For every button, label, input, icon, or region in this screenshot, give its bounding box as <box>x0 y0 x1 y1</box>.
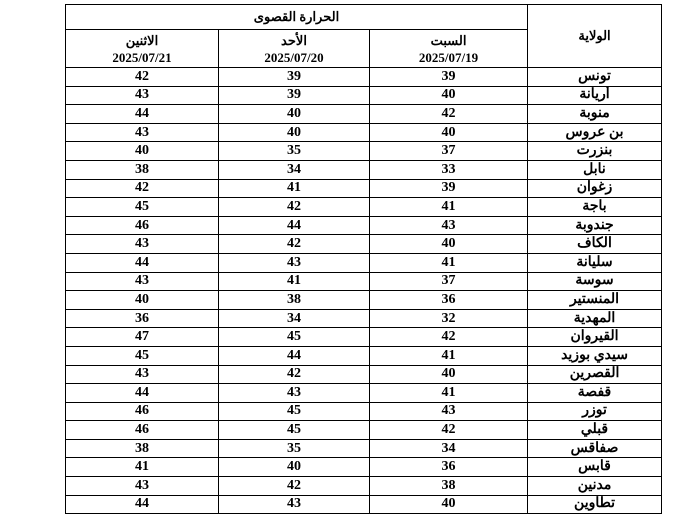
state-name: القصرين <box>528 365 662 384</box>
table-row <box>66 142 662 161</box>
value-sunday: 42 <box>219 235 370 254</box>
value-sunday: 42 <box>219 477 370 496</box>
table-row <box>66 384 662 403</box>
state-name: مدنين <box>528 477 662 496</box>
value-monday: 43 <box>66 86 219 105</box>
value-monday: 46 <box>66 402 219 421</box>
value-monday: 44 <box>66 495 219 514</box>
table-row <box>66 253 662 272</box>
state-name: توزر <box>528 402 662 421</box>
value-monday: 42 <box>66 179 219 198</box>
value-monday: 45 <box>66 346 219 365</box>
table-row <box>66 272 662 291</box>
state-name: المنستير <box>528 291 662 310</box>
table-row <box>66 477 662 496</box>
group-title: الحرارة القصوى <box>66 5 528 30</box>
value-monday: 41 <box>66 458 219 477</box>
table-row <box>66 105 662 124</box>
value-sunday: 44 <box>219 346 370 365</box>
value-saturday: 41 <box>370 384 528 403</box>
table-row <box>66 86 662 105</box>
day-name: السبت <box>430 32 467 48</box>
value-monday: 43 <box>66 123 219 142</box>
value-saturday: 37 <box>370 142 528 161</box>
value-sunday: 43 <box>219 384 370 403</box>
value-monday: 44 <box>66 105 219 124</box>
table-row <box>66 421 662 440</box>
value-saturday: 33 <box>370 160 528 179</box>
table-row <box>66 291 662 310</box>
value-saturday: 40 <box>370 495 528 514</box>
table-row <box>66 68 662 87</box>
value-sunday: 43 <box>219 253 370 272</box>
table-body <box>66 68 662 514</box>
value-saturday: 43 <box>370 402 528 421</box>
value-sunday: 38 <box>219 291 370 310</box>
value-saturday: 36 <box>370 458 528 477</box>
value-saturday: 40 <box>370 235 528 254</box>
value-sunday: 45 <box>219 402 370 421</box>
value-saturday: 43 <box>370 216 528 235</box>
value-monday: 43 <box>66 235 219 254</box>
state-name: تطاوين <box>528 495 662 514</box>
value-monday: 46 <box>66 216 219 235</box>
value-saturday: 40 <box>370 86 528 105</box>
day-header-saturday <box>370 30 528 68</box>
value-sunday: 42 <box>219 198 370 217</box>
day-date: 2025/07/21 <box>112 49 172 65</box>
value-sunday: 45 <box>219 421 370 440</box>
value-sunday: 41 <box>219 272 370 291</box>
value-monday: 45 <box>66 198 219 217</box>
value-monday: 42 <box>66 68 219 87</box>
day-name: الأحد <box>281 32 307 48</box>
table-row <box>66 402 662 421</box>
value-saturday: 42 <box>370 328 528 347</box>
value-monday: 43 <box>66 365 219 384</box>
value-sunday: 39 <box>219 68 370 87</box>
table-row <box>66 365 662 384</box>
value-saturday: 41 <box>370 346 528 365</box>
value-monday: 38 <box>66 160 219 179</box>
table-row <box>66 216 662 235</box>
value-monday: 40 <box>66 291 219 310</box>
table-row <box>66 458 662 477</box>
value-monday: 40 <box>66 142 219 161</box>
value-sunday: 35 <box>219 439 370 458</box>
state-name: بن عروس <box>528 123 662 142</box>
state-name: نابل <box>528 160 662 179</box>
state-name: تونس <box>528 68 662 87</box>
value-saturday: 40 <box>370 123 528 142</box>
value-sunday: 41 <box>219 179 370 198</box>
value-saturday: 39 <box>370 68 528 87</box>
state-name: سليانة <box>528 253 662 272</box>
state-name: سيدي بوزيد <box>528 346 662 365</box>
value-monday: 44 <box>66 253 219 272</box>
value-sunday: 35 <box>219 142 370 161</box>
value-sunday: 40 <box>219 105 370 124</box>
value-saturday: 37 <box>370 272 528 291</box>
value-monday: 44 <box>66 384 219 403</box>
state-name: القيروان <box>528 328 662 347</box>
table-row <box>66 328 662 347</box>
value-sunday: 44 <box>219 216 370 235</box>
day-header-sunday <box>219 30 370 68</box>
table-row <box>66 346 662 365</box>
value-monday: 46 <box>66 421 219 440</box>
table-row <box>66 439 662 458</box>
value-sunday: 43 <box>219 495 370 514</box>
value-monday: 43 <box>66 477 219 496</box>
value-saturday: 32 <box>370 309 528 328</box>
value-monday: 43 <box>66 272 219 291</box>
state-name: قبلي <box>528 421 662 440</box>
state-name: قفصة <box>528 384 662 403</box>
state-name: زغوان <box>528 179 662 198</box>
state-name: صفاقس <box>528 439 662 458</box>
value-saturday: 42 <box>370 105 528 124</box>
table-row <box>66 160 662 179</box>
value-saturday: 38 <box>370 477 528 496</box>
value-sunday: 34 <box>219 160 370 179</box>
value-sunday: 34 <box>219 309 370 328</box>
day-name: الاثنين <box>125 32 159 48</box>
value-saturday: 36 <box>370 291 528 310</box>
table-row <box>66 235 662 254</box>
state-name: منوبة <box>528 105 662 124</box>
state-name: الكاف <box>528 235 662 254</box>
day-date: 2025/07/20 <box>264 49 324 65</box>
value-monday: 47 <box>66 328 219 347</box>
day-date: 2025/07/19 <box>418 49 479 65</box>
state-name: سوسة <box>528 272 662 291</box>
value-saturday: 40 <box>370 365 528 384</box>
state-column-header: الولاية <box>528 5 662 68</box>
table-row <box>66 179 662 198</box>
temperature-table <box>65 4 662 514</box>
value-saturday: 39 <box>370 179 528 198</box>
value-saturday: 41 <box>370 198 528 217</box>
state-name: أريانة <box>528 86 662 105</box>
state-name: بنزرت <box>528 142 662 161</box>
value-sunday: 40 <box>219 458 370 477</box>
table-row <box>66 198 662 217</box>
value-monday: 38 <box>66 439 219 458</box>
value-monday: 36 <box>66 309 219 328</box>
state-name: قابس <box>528 458 662 477</box>
state-name: المهدية <box>528 309 662 328</box>
table-row <box>66 495 662 514</box>
state-name: جندوبة <box>528 216 662 235</box>
header-row-group <box>66 5 662 30</box>
value-sunday: 45 <box>219 328 370 347</box>
table-row <box>66 309 662 328</box>
value-saturday: 34 <box>370 439 528 458</box>
day-header-monday <box>66 30 219 68</box>
state-name: باجة <box>528 198 662 217</box>
value-sunday: 39 <box>219 86 370 105</box>
value-saturday: 42 <box>370 421 528 440</box>
value-sunday: 42 <box>219 365 370 384</box>
value-saturday: 41 <box>370 253 528 272</box>
value-sunday: 40 <box>219 123 370 142</box>
table-row <box>66 123 662 142</box>
